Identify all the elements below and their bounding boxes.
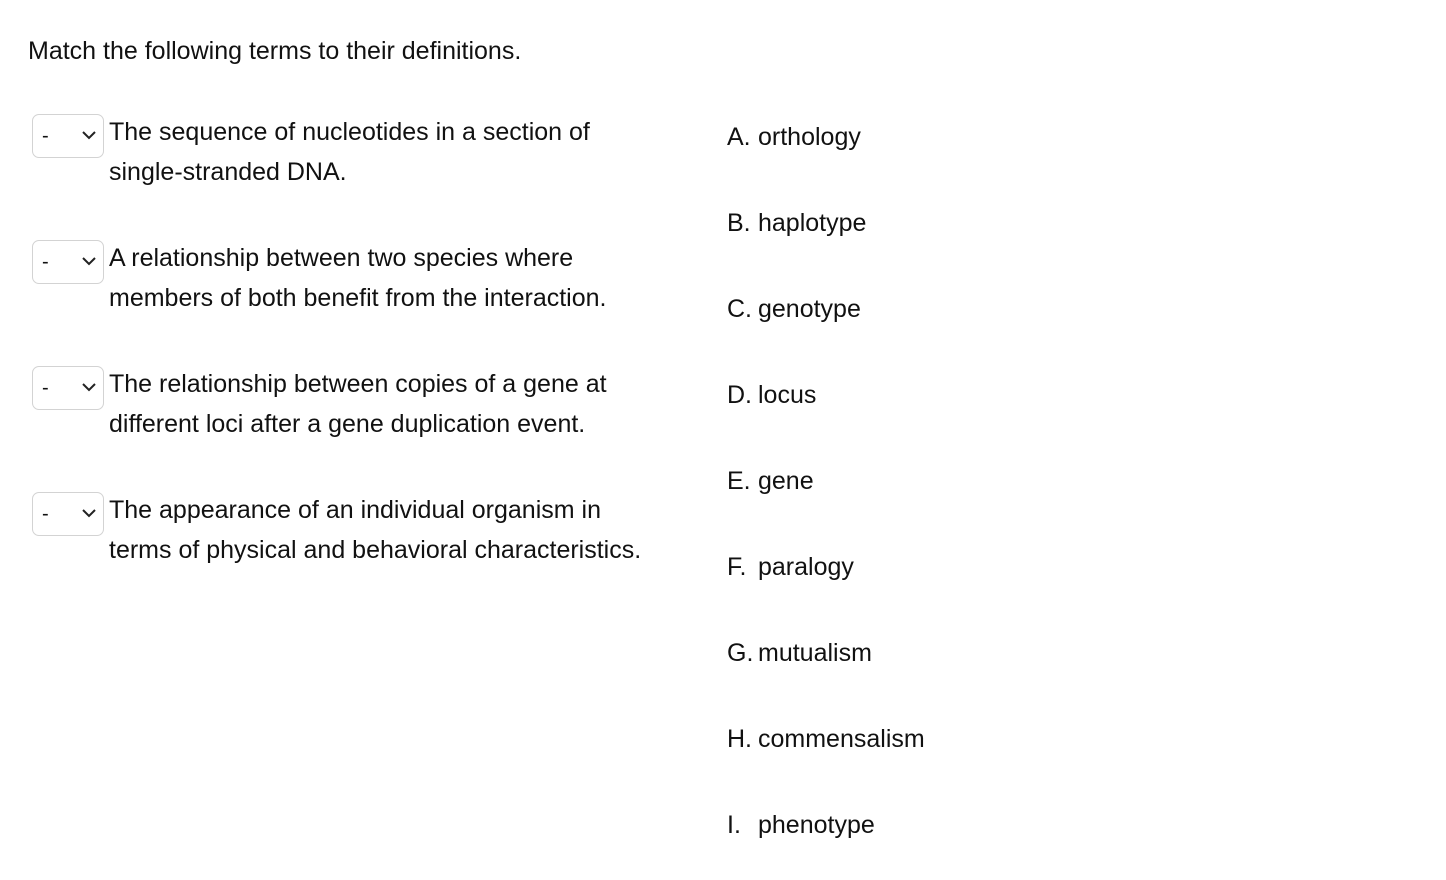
- definition-line: A relationship between two species where: [109, 244, 574, 272]
- definition-line: terms of physical and behavioral characteristics.: [109, 536, 642, 564]
- definition-line: single-stranded DNA.: [109, 158, 347, 186]
- select-value: -: [42, 125, 49, 147]
- answer-option-f: [727, 550, 854, 584]
- answer-letter: F.: [727, 553, 747, 581]
- match-question-1: [32, 114, 712, 204]
- answer-select-2[interactable]: [32, 240, 104, 284]
- answer-option-i: [727, 808, 875, 842]
- answer-term: mutualism: [758, 639, 872, 667]
- definition-text-3: [109, 364, 709, 444]
- definition-line: The sequence of nucleotides in a section of: [109, 118, 590, 146]
- answer-term: commensalism: [758, 725, 925, 753]
- answer-term: locus: [758, 381, 817, 409]
- answer-term: paralogy: [758, 553, 854, 581]
- answer-option-c: [727, 292, 861, 326]
- match-question-3: [32, 366, 712, 456]
- definition-line: The relationship between copies of a gene at: [109, 370, 607, 398]
- answer-option-e: [727, 464, 814, 498]
- answer-option-b: [727, 206, 866, 240]
- answer-letter: A.: [727, 123, 751, 151]
- select-value: -: [42, 251, 49, 273]
- answer-option-g: [727, 636, 872, 670]
- answer-letter: G.: [727, 639, 754, 667]
- definition-text-1: [109, 112, 709, 192]
- answer-letter: H.: [727, 725, 752, 753]
- answer-select-3[interactable]: [32, 366, 104, 410]
- definition-line: members of both benefit from the interaction.: [109, 284, 607, 312]
- match-question-2: [32, 240, 712, 330]
- instruction-text: Match the following terms to their definitions.: [28, 37, 522, 65]
- definition-text-4: [109, 490, 709, 570]
- definition-line: The appearance of an individual organism in: [109, 496, 601, 524]
- match-question-4: [32, 492, 712, 582]
- answer-letter: E.: [727, 467, 751, 495]
- chevron-down-icon: [81, 381, 97, 393]
- chevron-down-icon: [81, 507, 97, 519]
- answer-option-d: [727, 378, 816, 412]
- definition-line: different loci after a gene duplication event.: [109, 410, 586, 438]
- answer-option-h: [727, 722, 925, 756]
- answer-term: haplotype: [758, 209, 867, 237]
- definition-text-2: [109, 238, 709, 318]
- answer-select-1[interactable]: [32, 114, 104, 158]
- answer-term: phenotype: [758, 811, 875, 839]
- chevron-down-icon: [81, 129, 97, 141]
- answer-term: orthology: [758, 123, 861, 151]
- answer-letter: C.: [727, 295, 752, 323]
- answer-letter: B.: [727, 209, 751, 237]
- answer-letter: I.: [727, 811, 741, 839]
- answer-term: genotype: [758, 295, 861, 323]
- answer-option-a: [727, 120, 861, 154]
- answer-term: gene: [758, 467, 814, 495]
- answer-select-4[interactable]: [32, 492, 104, 536]
- select-value: -: [42, 377, 49, 399]
- chevron-down-icon: [81, 255, 97, 267]
- answer-letter: D.: [727, 381, 752, 409]
- select-value: -: [42, 503, 49, 525]
